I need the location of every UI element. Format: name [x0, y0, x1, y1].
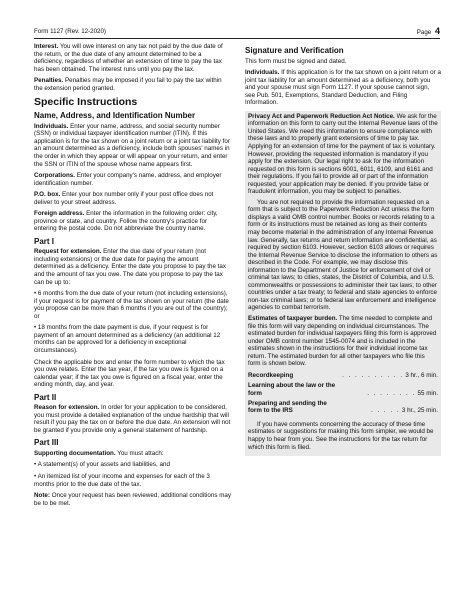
corporations-label: Corporations.	[34, 172, 75, 180]
bullet-six-months: • 6 months from the due date of your return (not including extensions), if your request is for payment of the tax shown on your return (the date you propose can be more than 6 months if you are out of the country); or	[34, 290, 229, 320]
request-extension-label: Request for extension.	[34, 248, 102, 256]
right-column	[245, 43, 441, 460]
burden-label: Learning about the law or the form	[248, 382, 336, 397]
po-box-text: Enter your box number only if your post office does not deliver to your street address.	[34, 191, 214, 206]
paperwork-paragraph: You are not required to provide the information requested on a form that is subject to the Paperwork Reduction Act unless the form displays a valid OMB control number. Books or records relating to a form or its instructions must be retained as long as their contents may become material in the administration of any Internal Revenue law. Generally, tax returns and return information are confidential, as required by section 6103. However, section 6103 allows or requires the Internal Revenue Service to disclose the information to others as described in the Code. For example, we may disclose this information to the Department of Justice for enforcement of civil or criminal tax laws; to cities, states, the District of Columbia, and U.S. commonwealths or possessions to administer their tax laws; to other countries under a tax treaty; to federal and state agencies to enforce non-tax criminal laws; or to federal law enforcement and intelligence agencies to combat terrorism.	[248, 198, 438, 312]
penalties-label: Penalties.	[34, 77, 64, 85]
left-column	[34, 43, 231, 511]
note-text: Once your request has been reviewed, additional conditions may be to be met.	[34, 492, 232, 507]
po-box-label: P.O. box.	[34, 191, 61, 199]
burden-table	[248, 371, 438, 417]
interest-label: Interest.	[34, 43, 59, 50]
page-indicator	[417, 26, 440, 36]
individuals-signature-text: If this application is for the tax shown on a joint return or a joint tax liability for an amount determined as a deficiency, both you and your spouse must sign Form 1127. If your spouse cannot sign, see Pub. 501, Exemptions, Standard Deduction, and Filing Information.	[245, 69, 441, 107]
privacy-text: We ask for the information on this form to carry out the Internal Revenue laws of the United States. We need this information to ensure compliance with these laws and to properly grant extensions of time to pay tax. Applying for an extension of time for the payment of tax is voluntary. However, providing the requested information is mandatory if you apply for the extension. Our legal right to ask for the information requested on this form is sections 6001, 6011, 6109, and 6161 and their regulations. If you fail to provide all or part of the information requested, your application may be denied. If you provide false or fraudulent information, you may be subject to penalties.	[248, 112, 438, 196]
reason-extension-text: In order for your application to be considered, you must provide a detailed explanation of the undue hardship that will result if you pay the tax on or before the due date. An extension will not be granted if you provide only a general statement of hardship.	[34, 404, 231, 434]
header-rule	[34, 38, 440, 39]
individuals-paragraph	[34, 123, 231, 168]
estimates-text: The time needed to complete and file this form will vary depending on individual circumstances. The estimated burden for individual taxpayers filing this form is approved under OMB control number 1545-0074 and is included in the estimates shown in the instructions for their individual income tax return. The estimated burden for all other taxpayers who file this form is shown below.	[248, 315, 437, 368]
foreign-address-paragraph	[34, 210, 231, 233]
individuals-signature-paragraph	[245, 69, 441, 107]
reason-extension-paragraph	[34, 404, 231, 434]
corporations-text: Enter your company's name, address, and employer identification number.	[34, 172, 222, 187]
penalties-paragraph	[34, 77, 231, 92]
comments-paragraph: If you have comments concerning the accuracy of these time estimates or suggestions for making this form simpler, we would be happy to hear from you. See the instructions for the tax return for which this form is filed.	[248, 420, 434, 451]
corporations-paragraph	[34, 172, 231, 187]
estimates-label: Estimates of taxpayer burden.	[248, 315, 338, 322]
foreign-address-text: Enter the information in the following order: city, province or state, and country. Follow the country's practice for entering the postal code. Do not abbreviate the country name.	[34, 210, 218, 233]
reason-extension-label: Reason for extension.	[34, 404, 100, 412]
individuals-label: Individuals.	[34, 122, 69, 130]
attach-itemized-bullet: • An itemized list of your income and expenses for each of the 3 months prior to the due date of the tax.	[34, 472, 210, 488]
interest-text: You will owe interest on any tax not paid by the due date of the return, or the due date of any amount determined to be a deficiency, regardless of whether an extension of time to pay the tax has been obtained. The interest runs until you pay the tax.	[34, 43, 223, 73]
burden-label: Recordkeeping	[248, 371, 294, 379]
bullet-eighteen-months: • 18 months from the date payment is due, if your request is for payment of an amount determined as a deficiency (an additional 12 months can be approved for a deficiency in exceptional circumstances).	[34, 324, 221, 354]
page-number: 4	[434, 26, 440, 36]
burden-time: . . . . . . . . . . 3 hr., 6 min.	[342, 371, 438, 379]
penalties-text: Penalties may be imposed if you fail to pay the tax within the extension period granted.	[34, 77, 222, 92]
burden-row-learning	[248, 381, 438, 399]
burden-time: . . . . . . . . 55 min.	[367, 389, 438, 397]
page-header	[34, 28, 440, 35]
privacy-paragraph	[248, 113, 438, 196]
part1-heading: Part I	[34, 236, 55, 246]
signature-paragraph: This form must be signed and dated.	[245, 57, 347, 65]
supporting-docs-text: You must attach:	[117, 449, 164, 457]
part3-heading: Part III	[34, 438, 59, 448]
name-address-heading: Name, Address, and Identification Number	[34, 111, 196, 121]
signature-heading: Signature and Verification	[245, 46, 344, 55]
individuals-text: Enter your name, address, and social security number (SSN) or individual taxpayer identification number (ITIN). If this application is for the tax shown on a joint return or a joint tax liability for an amount determined as a deficiency, include both spouses' names in the order in which they appear or will appear on your return, and enter the SSN or ITIN of the spouse whose name appears first.	[34, 122, 230, 168]
estimates-paragraph	[248, 315, 438, 368]
privacy-notice-box	[245, 111, 441, 456]
form-id: Form 1127 (Rev. 12-2020)	[34, 28, 106, 35]
request-extension-text: Enter the due date of your return (not including extensions) or the due date for paying the amount determined as a deficiency. Enter the date you propose to pay the tax and the amount of tax you owe. The date you propose to pay the tax can be up to:	[34, 248, 227, 286]
attach-statement-bullet: • A statement(s) of your assets and liabilities, and	[34, 461, 170, 469]
part2-heading: Part II	[34, 392, 57, 402]
request-extension-paragraph	[34, 248, 231, 286]
foreign-address-label: Foreign address.	[34, 210, 85, 218]
specific-instructions-heading: Specific Instructions	[34, 96, 138, 109]
supporting-docs-label: Supporting documentation.	[34, 449, 116, 457]
burden-row-recordkeeping	[248, 371, 438, 381]
individuals-signature-label: Individuals.	[245, 69, 280, 77]
privacy-label: Privacy Act and Paperwork Reduction Act Notice.	[248, 112, 395, 120]
burden-time: . . . . . 3 hr., 25 min.	[370, 407, 438, 415]
note-label: Note:	[34, 492, 50, 500]
note-paragraph	[34, 492, 231, 507]
page-label: Page	[416, 29, 432, 36]
supporting-docs-paragraph	[34, 450, 231, 458]
check-box-paragraph: Check the applicable box and enter the form number to which the tax you owe relates. Enter the tax year, if the tax you owe is figured on a calendar year; if the tax you owe is figured on a fiscal year, enter the ending month, day, and year.	[34, 358, 225, 389]
burden-label: Preparing and sending the form to the IRS	[248, 400, 327, 415]
po-box-paragraph	[34, 191, 231, 206]
interest-paragraph	[34, 43, 231, 73]
burden-row-preparing	[248, 399, 438, 417]
